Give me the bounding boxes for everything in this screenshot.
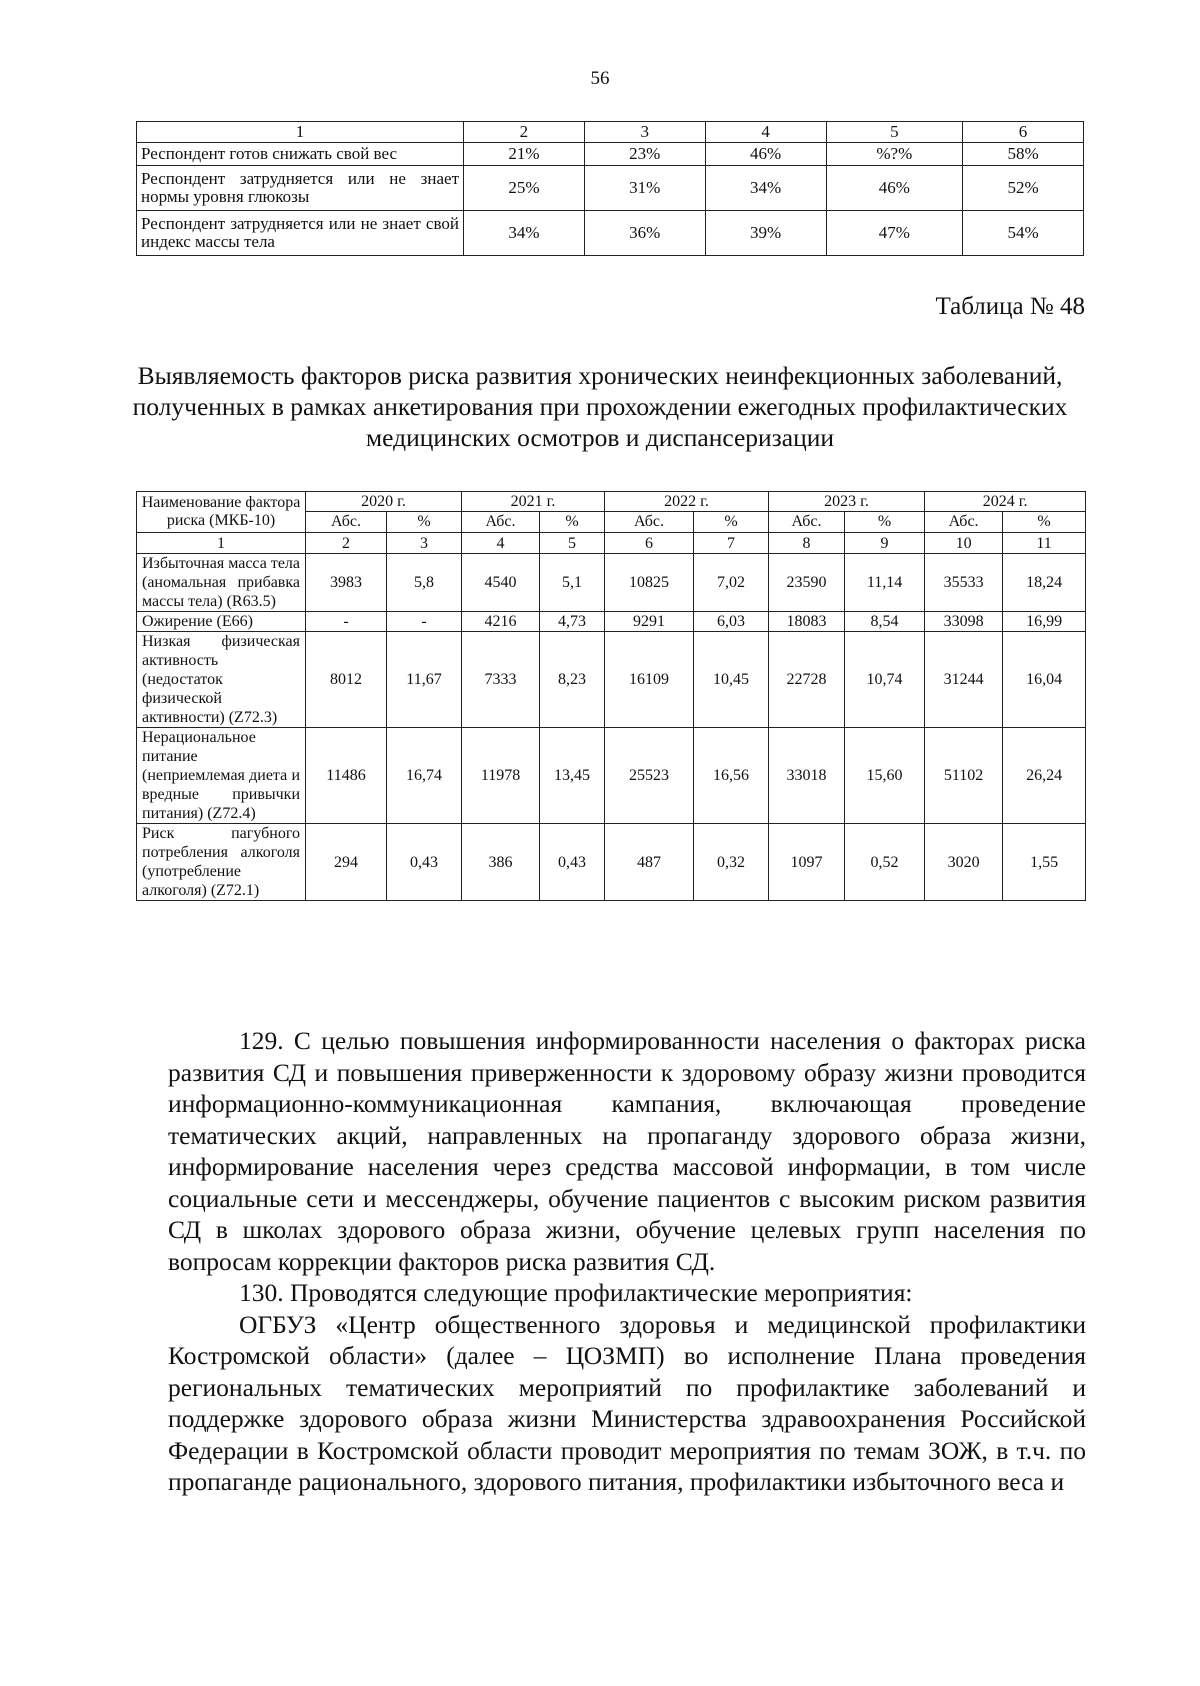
- column-number: 5: [540, 533, 605, 554]
- table-cell: 47%: [826, 211, 963, 256]
- table-header-cell: 5: [826, 122, 963, 143]
- row-label: Нерациональное питание (неприемлемая диета и вредные привычки питания) (Z72.4): [137, 728, 306, 824]
- year-header: 2024 г.: [925, 492, 1086, 512]
- table-header-row: [137, 492, 1086, 512]
- table-cell: 33018: [769, 728, 845, 824]
- column-number: 1: [137, 533, 306, 554]
- table-cell: 25%: [464, 166, 585, 211]
- row-label: Ожирение (E66): [137, 612, 306, 632]
- body-text: [168, 1025, 1086, 1498]
- row-label: Избыточная масса тела (аномальная прибавка массы тела) (R63.5): [137, 554, 306, 612]
- table-cell: 3020: [925, 824, 1003, 901]
- table-cell: 21%: [464, 143, 585, 166]
- table-cell: -: [387, 612, 462, 632]
- table-cell: 58%: [963, 143, 1084, 166]
- abs-header: Абс.: [925, 512, 1003, 533]
- column-number: 10: [925, 533, 1003, 554]
- table-cell: 1097: [769, 824, 845, 901]
- table-cell: 52%: [963, 166, 1084, 211]
- year-header: 2020 г.: [306, 492, 462, 512]
- table-row: [137, 728, 1086, 824]
- table-header-row: [137, 122, 1084, 143]
- table-cell: 11486: [306, 728, 387, 824]
- table-cell: 16,56: [694, 728, 769, 824]
- table-row: [137, 612, 1086, 632]
- table-cell: 39%: [705, 211, 826, 256]
- row-label: Риск пагубного потребления алкоголя (употребление алкоголя) (Z72.1): [137, 824, 306, 901]
- abs-header: Абс.: [306, 512, 387, 533]
- paragraph-130: 130. Проводятся следующие профилактические мероприятия:: [239, 1278, 913, 1307]
- table-number-label: Таблица № 48: [935, 293, 1085, 320]
- table-cell: -: [306, 612, 387, 632]
- column-number: 7: [694, 533, 769, 554]
- table-cell: 10,45: [694, 632, 769, 728]
- table-cell: 0,52: [845, 824, 925, 901]
- table-cell: 16,99: [1003, 612, 1086, 632]
- table-cell: 36%: [584, 211, 705, 256]
- row-label: Респондент затрудняется или не знает нормы уровня глюкозы: [137, 166, 464, 211]
- table-cell: 15,60: [845, 728, 925, 824]
- table-cell: 1,55: [1003, 824, 1086, 901]
- pct-header: %: [540, 512, 605, 533]
- name-header: Наименование фактора риска (МКБ-10): [137, 492, 306, 533]
- table-cell: 54%: [963, 211, 1084, 256]
- table-row: [137, 824, 1086, 901]
- table-cell: 46%: [826, 166, 963, 211]
- survey-results-table: [136, 121, 1084, 256]
- table-title: Выявляемость факторов риска развития хронических неинфекционных заболеваний, полученных в рамках анкетирования при прохождении ежегодных профилактических медицинских осмотров и диспансеризации: [132, 361, 1068, 452]
- table-cell: 7,02: [694, 554, 769, 612]
- risk-factors-table: [136, 491, 1086, 901]
- table-cell: 10825: [605, 554, 694, 612]
- abs-header: Абс.: [462, 512, 540, 533]
- table-cell: 8,23: [540, 632, 605, 728]
- column-number: 6: [605, 533, 694, 554]
- column-number-row: [137, 533, 1086, 554]
- table-cell: 13,45: [540, 728, 605, 824]
- table-header-cell: 3: [584, 122, 705, 143]
- table-cell: 11,14: [845, 554, 925, 612]
- year-header: 2021 г.: [462, 492, 605, 512]
- table-cell: 11,67: [387, 632, 462, 728]
- table-cell: 3983: [306, 554, 387, 612]
- column-number: 8: [769, 533, 845, 554]
- table-cell: 16,74: [387, 728, 462, 824]
- table-row: [137, 211, 1084, 256]
- table-header-cell: 1: [137, 122, 464, 143]
- table-cell: 0,43: [387, 824, 462, 901]
- table-header-cell: 4: [705, 122, 826, 143]
- table-cell: 16109: [605, 632, 694, 728]
- table-cell: 18,24: [1003, 554, 1086, 612]
- paragraph-ogbuz: ОГБУЗ «Центр общественного здоровья и медицинской профилактики Костромской области» (далее – ЦОЗМП) во исполнение Плана проведения региональных тематических мероприятий по профилактике заболеваний и поддержке здорового образа жизни Министерства здравоохранения Российской Федерации в Костромской области проводит мероприятия по темам ЗОЖ, в т.ч. по пропаганде рационального, здорового питания, профилактики избыточного веса и: [168, 1309, 1086, 1496]
- table-cell: 25523: [605, 728, 694, 824]
- table-cell: 18083: [769, 612, 845, 632]
- table-cell: 31%: [584, 166, 705, 211]
- table-cell: 16,04: [1003, 632, 1086, 728]
- pct-header: %: [694, 512, 769, 533]
- table-cell: 22728: [769, 632, 845, 728]
- pct-header: %: [387, 512, 462, 533]
- table-cell: 34%: [705, 166, 826, 211]
- table-cell: 386: [462, 824, 540, 901]
- table-cell: 5,8: [387, 554, 462, 612]
- year-header: 2022 г.: [605, 492, 769, 512]
- table-cell: 10,74: [845, 632, 925, 728]
- table-cell: 4540: [462, 554, 540, 612]
- table-cell: 51102: [925, 728, 1003, 824]
- table-cell: 33098: [925, 612, 1003, 632]
- table-cell: 35533: [925, 554, 1003, 612]
- table-cell: 8012: [306, 632, 387, 728]
- row-label: Респондент готов снижать свой вес: [137, 143, 464, 166]
- table-cell: 8,54: [845, 612, 925, 632]
- year-header: 2023 г.: [769, 492, 925, 512]
- pct-header: %: [1003, 512, 1086, 533]
- table-cell: 23%: [584, 143, 705, 166]
- table-cell: 4216: [462, 612, 540, 632]
- table-cell: 23590: [769, 554, 845, 612]
- table-cell: 31244: [925, 632, 1003, 728]
- table-cell: 294: [306, 824, 387, 901]
- table-row: [137, 554, 1086, 612]
- row-label: Низкая физическая активность (недостаток физической активности) (Z72.3): [137, 632, 306, 728]
- table-header-cell: 2: [464, 122, 585, 143]
- table-cell: 0,32: [694, 824, 769, 901]
- table-cell: 487: [605, 824, 694, 901]
- abs-header: Абс.: [605, 512, 694, 533]
- page-number: 56: [590, 68, 610, 89]
- column-number: 2: [306, 533, 387, 554]
- column-number: 3: [387, 533, 462, 554]
- table-cell: 6,03: [694, 612, 769, 632]
- column-number: 4: [462, 533, 540, 554]
- table-row: [137, 166, 1084, 211]
- table-cell: 11978: [462, 728, 540, 824]
- table-cell: %?%: [826, 143, 963, 166]
- column-number: 11: [1003, 533, 1086, 554]
- table-row: [137, 632, 1086, 728]
- table-cell: 5,1: [540, 554, 605, 612]
- table-cell: 7333: [462, 632, 540, 728]
- table-cell: 9291: [605, 612, 694, 632]
- table-cell: 0,43: [540, 824, 605, 901]
- table-cell: 34%: [464, 211, 585, 256]
- table-cell: 4,73: [540, 612, 605, 632]
- row-label: Респондент затрудняется или не знает свой индекс массы тела: [137, 211, 464, 256]
- column-number: 9: [845, 533, 925, 554]
- table-header-cell: 6: [963, 122, 1084, 143]
- pct-header: %: [845, 512, 925, 533]
- table-row: [137, 143, 1084, 166]
- table-cell: 26,24: [1003, 728, 1086, 824]
- abs-header: Абс.: [769, 512, 845, 533]
- paragraph-129: 129. С целью повышения информированности населения о факторах риска развития СД и повышения приверженности к здоровому образу жизни проводится информационно-коммуникационная кампания, включающая проведение тематических акций, направленных на пропаганду здорового образа жизни, информирование населения через средства массовой информации, в том числе социальные сети и мессенджеры, обучение пациентов с высоким риском развития СД в школах здорового образа жизни, обучение целевых групп населения по вопросам коррекции факторов риска развития СД.: [168, 1026, 1086, 1276]
- table-cell: 46%: [705, 143, 826, 166]
